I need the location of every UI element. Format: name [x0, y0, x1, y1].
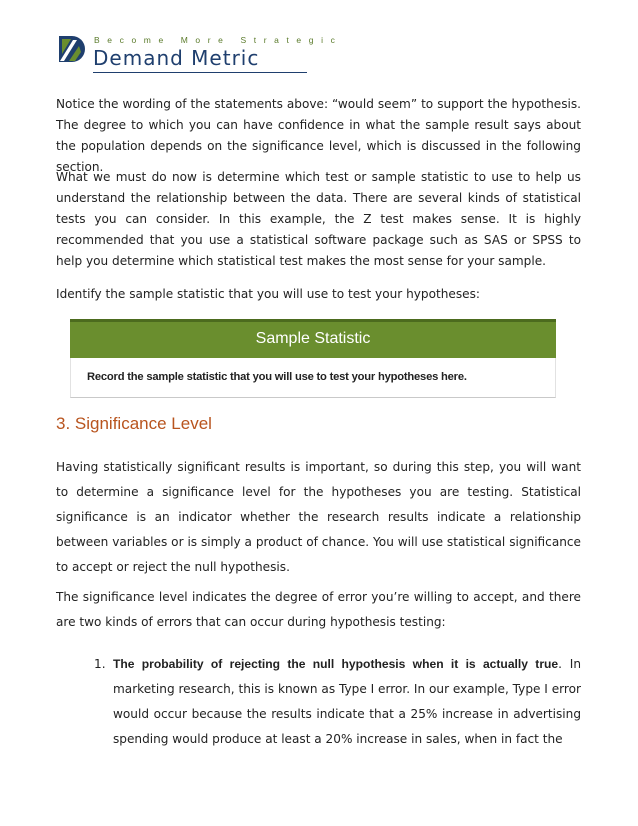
paragraph-test-statistic: What we must do now is determine which test or sample statistic to use to help us understand the relationship between the data. There are several kinds of statistical tests you can consider. In this example, the Z test makes sense. It is highly recommended that you use a statistical software package such as SAS or SPSS to help you determine which statistical test makes the most sense for your sample.	[56, 170, 581, 268]
section-title-significance: 3. Significance Level	[56, 414, 212, 433]
list-item-bold: The probability of rejecting the null hypothesis when it is actually true	[113, 657, 559, 671]
list-item-number: 1.	[94, 657, 106, 671]
paragraph-significance: Having statistically significant results is important, so during this step, you will want to determine a significance level for the hypotheses you are testing. Statistical significance is an indicator whether the research results indicate a relationship between variables or is simply a product of chance. You will use statistical significance to accept or reject the null hypothesis.	[56, 460, 581, 574]
sample-statistic-table	[70, 319, 556, 398]
brand-underline	[93, 72, 307, 73]
paragraph-error-types: The significance level indicates the degree of error you’re willing to accept, and there are two kinds of errors that can occur during hypothesis testing:	[56, 590, 581, 629]
list-item-body: . In marketing research, this is known as Type I error. In our example, Type I error would occur because the results indicate that a 25% increase in advertising spending would produce at least a 20% increase in sales, when in fact the	[113, 657, 581, 746]
paragraph-wording: Notice the wording of the statements above: “would seem” to support the hypothesis. The degree to which you can have confidence in what the sample result says about the population depends on the significance level, which is discussed in the following section.	[56, 97, 581, 174]
brand-name: Demand Metric	[93, 46, 260, 70]
demand-metric-logo-icon	[57, 34, 87, 64]
paragraph-identify-statistic: Identify the sample statistic that you will use to test your hypotheses:	[56, 287, 480, 301]
sample-statistic-header: Sample Statistic	[70, 319, 556, 358]
list-item-text	[113, 652, 581, 752]
brand-tagline: Become More Strategic	[94, 35, 343, 45]
sample-statistic-entry[interactable]: Record the sample statistic that you will use to test your hypotheses here.	[70, 358, 556, 398]
brand-logo	[57, 34, 343, 74]
